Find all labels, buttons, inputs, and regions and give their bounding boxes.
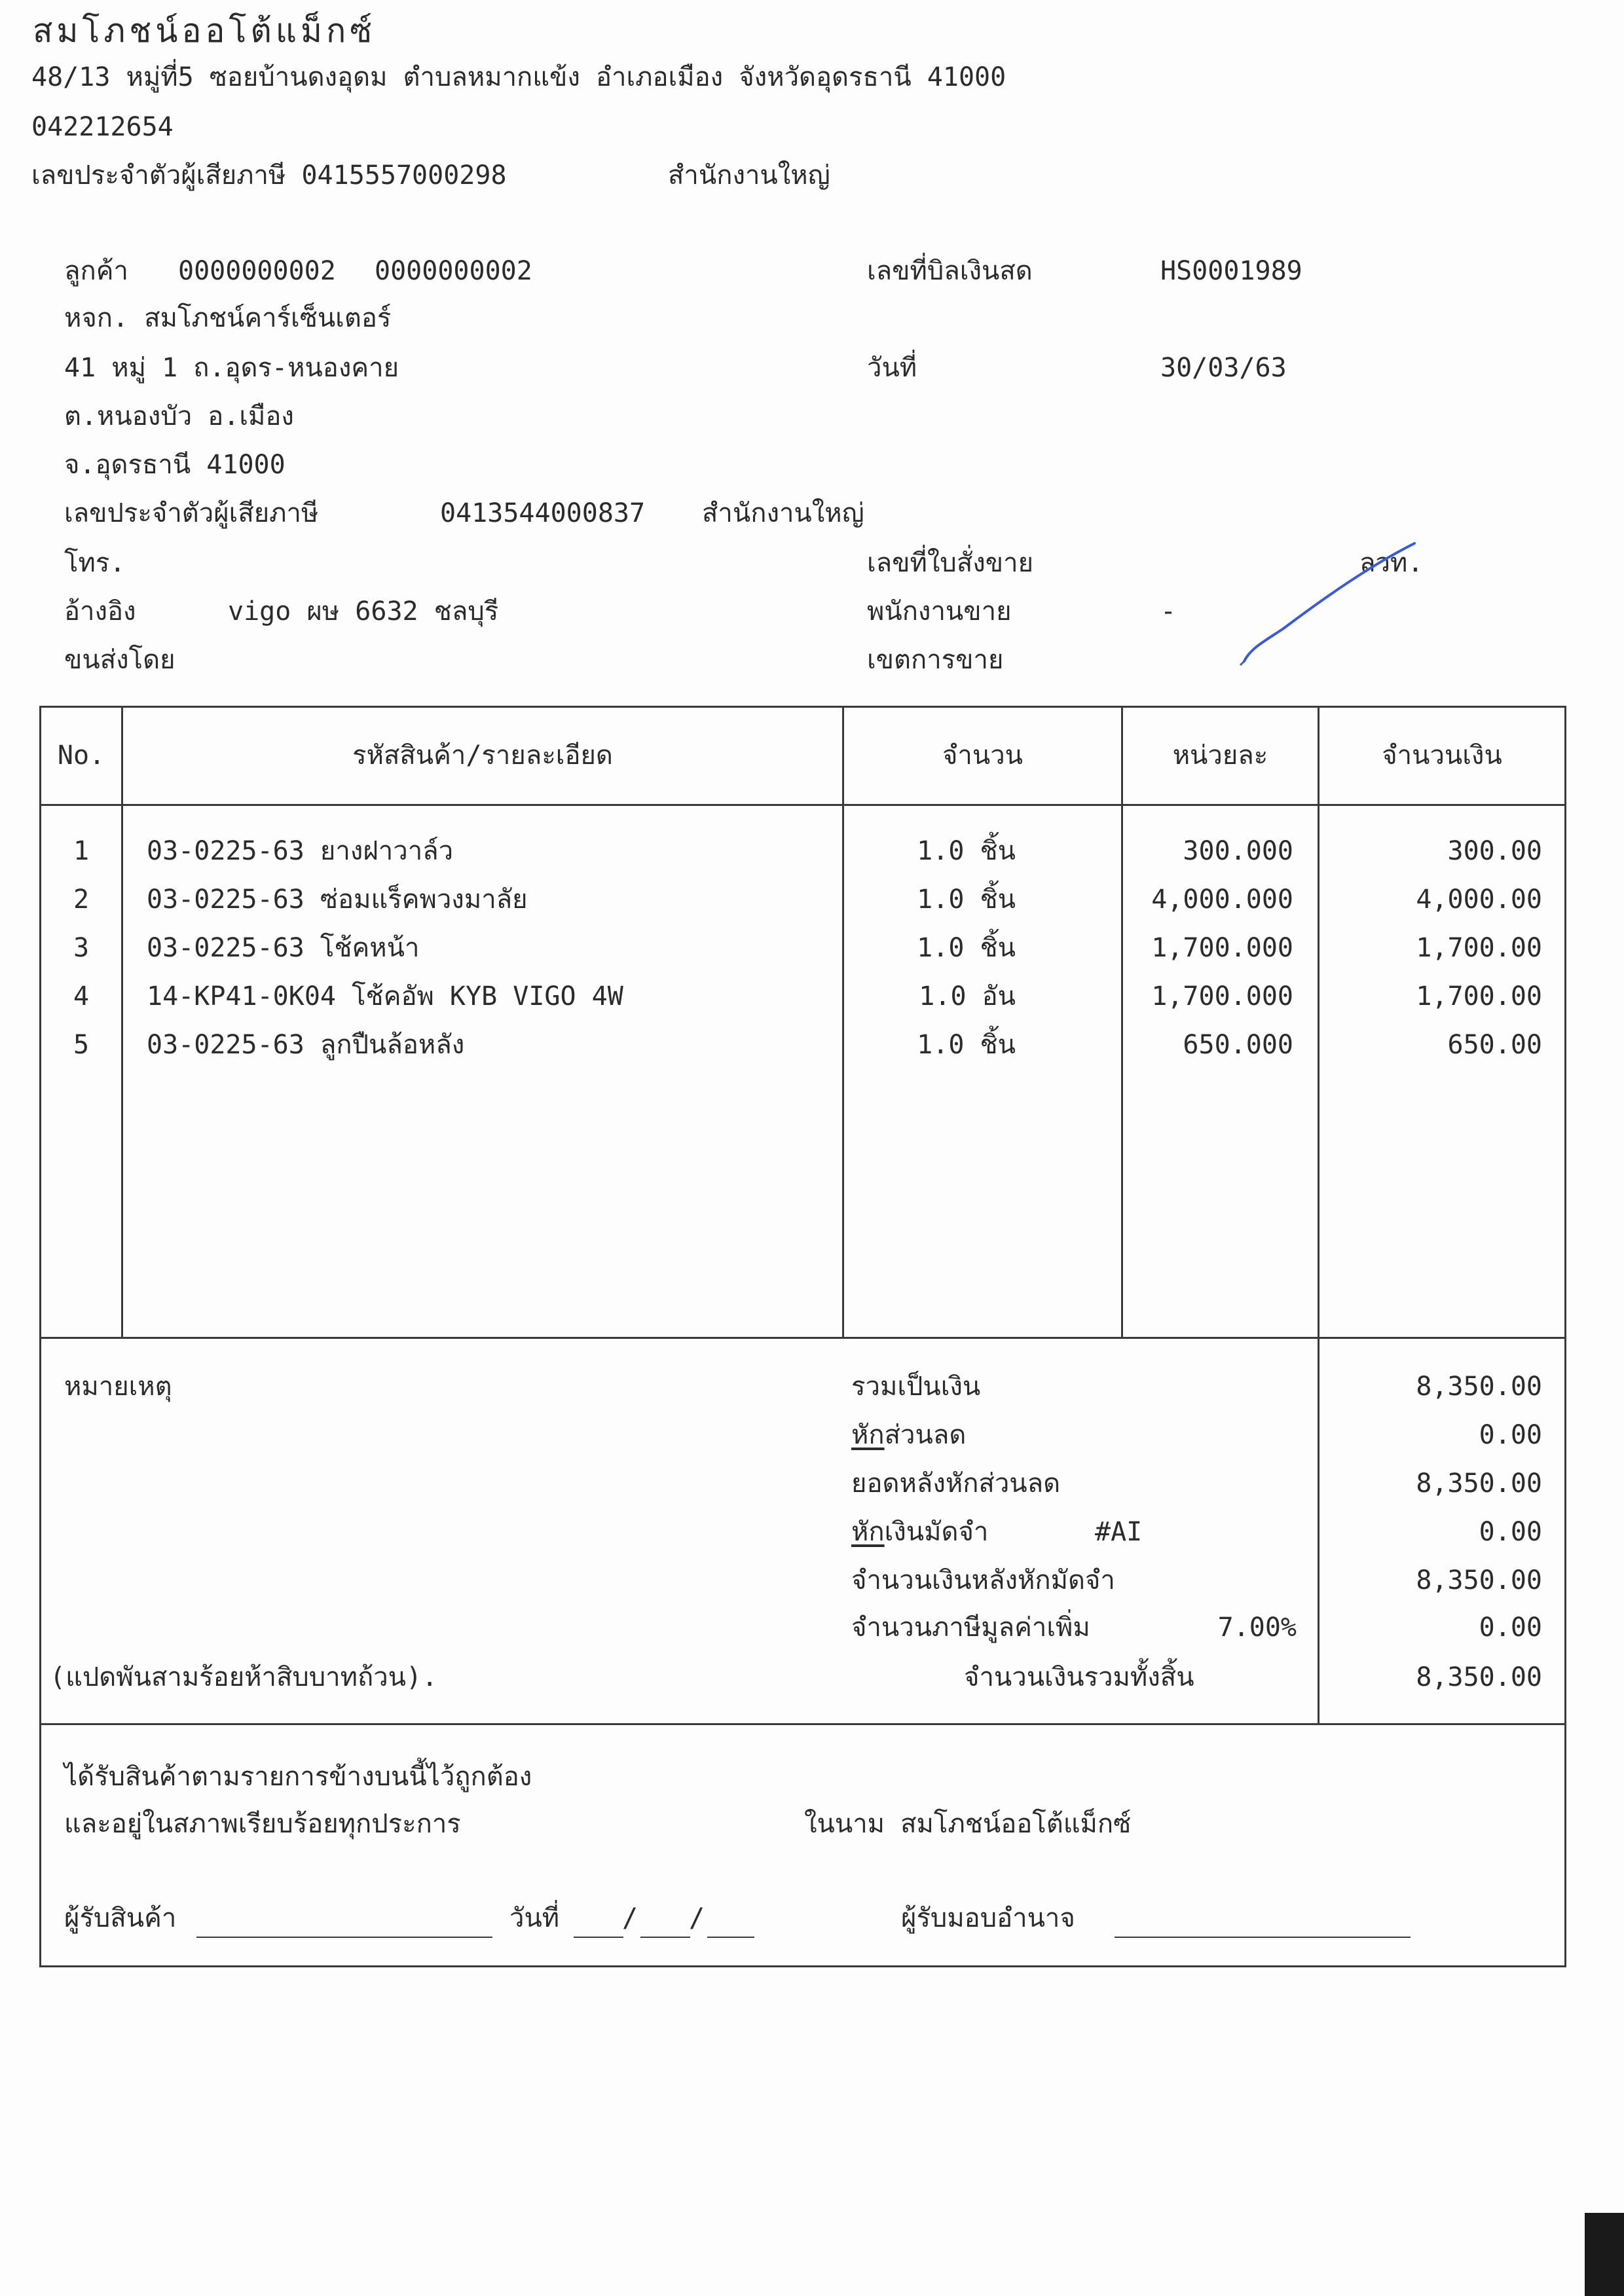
customer-address-3: จ.อุดรธานี 41000 bbox=[64, 450, 286, 480]
row-5-unit-price: 650.000 bbox=[1183, 1030, 1293, 1060]
customer-ref-label: อ้างอิง bbox=[64, 596, 136, 627]
customer-code-2: 0000000002 bbox=[375, 256, 532, 286]
customer-label: ลูกค้า bbox=[64, 256, 128, 286]
authorized-signature-line bbox=[1115, 1937, 1411, 1938]
row-4-unit-price: 1,700.000 bbox=[1151, 981, 1293, 1011]
receive-date-day-line bbox=[574, 1937, 623, 1938]
deposit-label bbox=[851, 1516, 988, 1548]
header-quantity: จำนวน bbox=[942, 740, 1024, 771]
row-4-description: 14-KP41-0K04 โช้คอัพ KYB VIGO 4W bbox=[147, 981, 623, 1011]
customer-tax-label: เลขประจำตัวผู้เสียภาษี bbox=[64, 498, 319, 528]
row-4-amount: 1,700.00 bbox=[1416, 981, 1542, 1011]
customer-ref-value: vigo ผษ 6632 ชลบุรี bbox=[228, 596, 499, 627]
scan-edge-mark bbox=[1585, 2213, 1624, 2296]
col-divider-1 bbox=[121, 706, 123, 1339]
vat-label: จำนวนภาษีมูลค่าเพิ่ม bbox=[851, 1613, 1090, 1643]
company-phone: 042212654 bbox=[31, 112, 174, 142]
salesman-value: - bbox=[1160, 596, 1177, 627]
receiver-label: ผู้รับสินค้า bbox=[64, 1903, 177, 1933]
sales-order-label: เลขที่ใบสั่งขาย bbox=[867, 548, 1034, 578]
row-5-description: 03-0225-63 ลูกปืนล้อหลัง bbox=[147, 1030, 465, 1060]
company-tax-id: เลขประจำตัวผู้เสียภาษี 0415557000298 bbox=[31, 160, 507, 191]
customer-address-2: ต.หนองบัว อ.เมือง bbox=[64, 401, 294, 431]
row-3-unit-price: 1,700.000 bbox=[1151, 933, 1293, 963]
row-4-quantity: 1.0 อัน bbox=[919, 981, 1016, 1011]
col-divider-2 bbox=[842, 706, 844, 1339]
row-5-amount: 650.00 bbox=[1447, 1030, 1542, 1060]
row-1-quantity: 1.0 ชิ้น bbox=[917, 836, 1016, 866]
row-5-quantity: 1.0 ชิ้น bbox=[917, 1030, 1016, 1060]
row-1-unit-price: 300.000 bbox=[1183, 836, 1293, 866]
row-2-amount: 4,000.00 bbox=[1416, 884, 1542, 915]
discount-label-text: ส่วนลด bbox=[884, 1420, 967, 1450]
summary-bottom bbox=[39, 1723, 1566, 1725]
subtotal-label: รวมเป็นเงิน bbox=[851, 1372, 981, 1402]
row-2-no: 2 bbox=[73, 884, 90, 915]
discount-label bbox=[851, 1419, 966, 1451]
receive-date-slash-2: / bbox=[689, 1903, 705, 1933]
table-top-border bbox=[39, 706, 1566, 708]
receive-date-slash-1: / bbox=[622, 1903, 638, 1933]
customer-branch: สำนักงานใหญ่ bbox=[702, 498, 864, 528]
pen-stroke-mark bbox=[1238, 537, 1428, 668]
row-1-amount: 300.00 bbox=[1447, 836, 1542, 866]
deposit-code: #AI bbox=[1095, 1517, 1143, 1547]
customer-name: หจก. สมโภชน์คาร์เซ็นเตอร์ bbox=[64, 303, 392, 333]
received-text-line-2: และอยู่ในสภาพเรียบร้อยทุกประการ bbox=[64, 1809, 461, 1839]
total-in-words: (แปดพันสามร้อยห้าสิบบาทถ้วน). bbox=[50, 1662, 438, 1692]
bill-no-value: HS0001989 bbox=[1160, 256, 1302, 286]
grand-total-label: จำนวนเงินรวมทั้งสิ้น bbox=[964, 1662, 1194, 1692]
receiver-signature-line bbox=[196, 1937, 492, 1938]
footer-bottom bbox=[39, 1965, 1566, 1967]
company-name: สมโภชน์ออโต้แม็กซ์ bbox=[33, 12, 377, 50]
header-amount: จำนวนเงิน bbox=[1382, 740, 1502, 771]
customer-ship-label: ขนส่งโดย bbox=[64, 645, 175, 675]
deposit-label-text: เงินมัดจำ bbox=[884, 1517, 989, 1547]
deposit-prefix: หัก bbox=[851, 1517, 885, 1547]
customer-address-1: 41 หมู่ 1 ถ.อุดร-หนองคาย bbox=[64, 353, 399, 383]
deposit-value: 0.00 bbox=[1479, 1517, 1542, 1547]
header-description: รหัสสินค้า/รายละเอียด bbox=[352, 740, 613, 771]
row-3-quantity: 1.0 ชิ้น bbox=[917, 933, 1016, 963]
bill-date-value: 30/03/63 bbox=[1160, 353, 1287, 383]
authorized-label: ผู้รับมอบอำนาจ bbox=[901, 1903, 1075, 1933]
vat-value: 0.00 bbox=[1479, 1613, 1542, 1643]
customer-tax-id: 0413544000837 bbox=[440, 498, 646, 528]
after-discount-value: 8,350.00 bbox=[1416, 1468, 1542, 1499]
subtotal-value: 8,350.00 bbox=[1416, 1372, 1542, 1402]
receive-date-month-line bbox=[640, 1937, 690, 1938]
row-1-description: 03-0225-63 ยางฝาวาล์ว bbox=[147, 836, 454, 866]
receive-date-year-line bbox=[707, 1937, 754, 1938]
header-no: No. bbox=[57, 740, 105, 771]
after-discount-label: ยอดหลังหักส่วนลด bbox=[851, 1468, 1061, 1499]
header-unit-price: หน่วยละ bbox=[1172, 740, 1268, 771]
customer-code-1: 0000000002 bbox=[178, 256, 336, 286]
col-divider-3 bbox=[1121, 706, 1123, 1339]
on-behalf-text: ในนาม สมโภชน์ออโต้แม็กซ์ bbox=[804, 1809, 1132, 1839]
row-3-amount: 1,700.00 bbox=[1416, 933, 1542, 963]
row-1-no: 1 bbox=[73, 836, 90, 866]
table-header-divider bbox=[39, 804, 1566, 806]
customer-phone-label: โทร. bbox=[64, 548, 126, 578]
salesman-label: พนักงานขาย bbox=[867, 596, 1012, 627]
row-4-no: 4 bbox=[73, 981, 90, 1011]
discount-prefix: หัก bbox=[851, 1420, 885, 1450]
row-5-no: 5 bbox=[73, 1030, 90, 1060]
frame-right bbox=[1564, 706, 1566, 1967]
row-2-unit-price: 4,000.000 bbox=[1151, 884, 1293, 915]
remark-label: หมายเหตุ bbox=[64, 1372, 172, 1402]
discount-value: 0.00 bbox=[1479, 1420, 1542, 1450]
grand-total-value: 8,350.00 bbox=[1416, 1662, 1542, 1692]
sales-zone-label: เขตการขาย bbox=[867, 645, 1004, 675]
bill-date-label: วันที่ bbox=[867, 353, 917, 383]
bill-no-label: เลขที่บิลเงินสด bbox=[867, 256, 1033, 286]
receive-date-label: วันที่ bbox=[509, 1903, 560, 1933]
sales-order-value: ลวท. bbox=[1359, 548, 1424, 578]
row-2-description: 03-0225-63 ซ่อมแร็คพวงมาลัย bbox=[147, 884, 528, 915]
company-address: 48/13 หมู่ที่5 ซอยบ้านดงอุดม ตำบลหมากแข้ง อำเภอเมือง จังหวัดอุดรธานี 41000 bbox=[31, 62, 1006, 92]
vat-rate: 7.00% bbox=[1217, 1613, 1297, 1643]
table-items-bottom bbox=[39, 1337, 1566, 1339]
after-deposit-label: จำนวนเงินหลังหักมัดจำ bbox=[851, 1565, 1115, 1595]
row-2-quantity: 1.0 ชิ้น bbox=[917, 884, 1016, 915]
row-3-no: 3 bbox=[73, 933, 90, 963]
company-branch: สำนักงานใหญ่ bbox=[668, 160, 830, 191]
received-text-line-1: ได้รับสินค้าตามรายการข้างบนนี้ไว้ถูกต้อง bbox=[64, 1762, 532, 1792]
row-3-description: 03-0225-63 โช้คหน้า bbox=[147, 933, 420, 963]
after-deposit-value: 8,350.00 bbox=[1416, 1565, 1542, 1595]
